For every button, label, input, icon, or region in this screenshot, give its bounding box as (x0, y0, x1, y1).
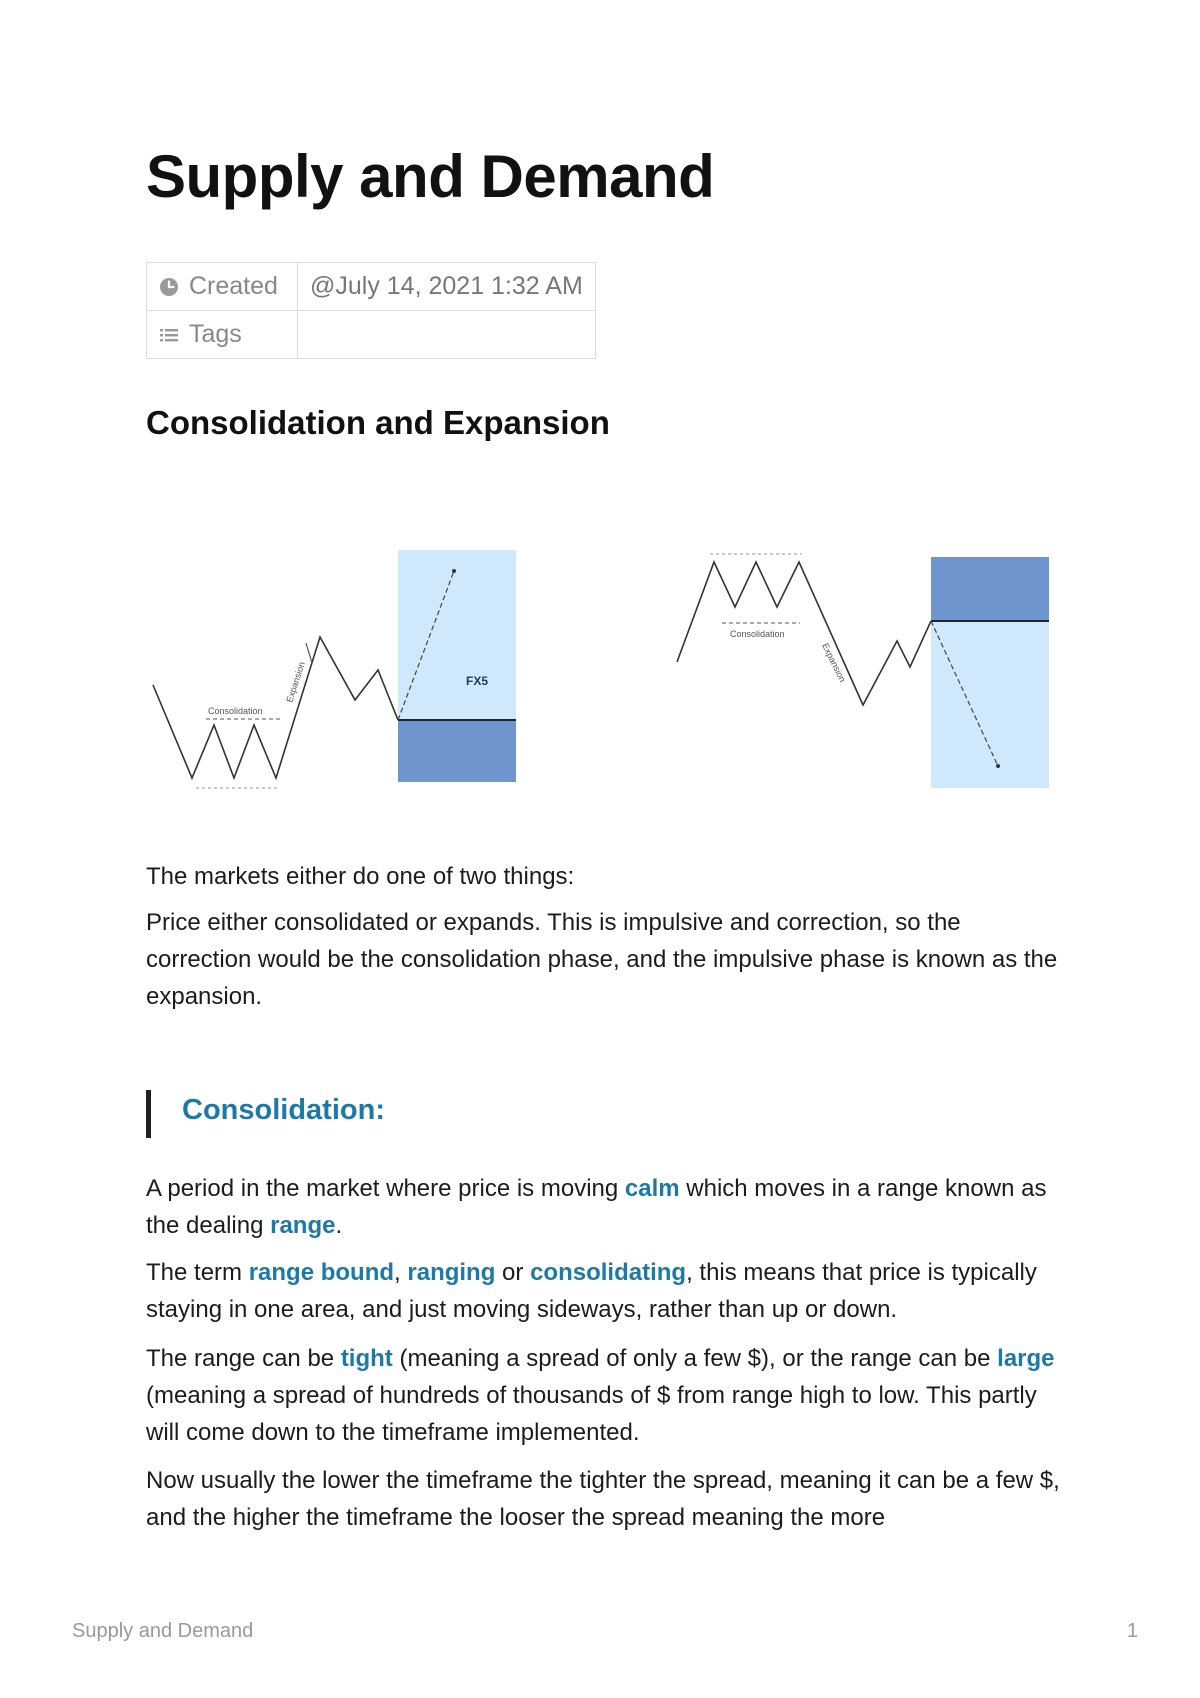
created-date-value[interactable]: @July 14, 2021 1:32 AM (298, 263, 596, 311)
text-run: or (495, 1259, 531, 1286)
property-row-tags (147, 311, 596, 359)
highlight-large: large (997, 1345, 1055, 1372)
highlight-range-bound: range bound (248, 1259, 395, 1286)
section-heading: Consolidation and Expansion (146, 404, 610, 441)
highlight-consolidating: consolidating (530, 1259, 687, 1286)
price-path (677, 562, 931, 705)
text-run: A period in the market where price is moving (146, 1175, 625, 1202)
page-title: Supply and Demand (146, 143, 715, 210)
supply-zone-dark (931, 557, 1049, 621)
text-run: , (394, 1259, 408, 1286)
expansion-arrow (306, 643, 312, 663)
property-row-created (147, 263, 596, 311)
highlight-tight: tight (340, 1345, 393, 1372)
highlight-ranging: ranging (407, 1259, 496, 1286)
footer-page-number: 1 (1126, 1620, 1138, 1642)
intro-paragraph-2: Price either consolidated or expands. This is impulsive and correction, so the correction would be the consolidation phase, and the impulsive phase is known as the expansion. (146, 909, 1058, 1010)
text-run: (meaning a spread of hundreds of thousands of $ from range high to low. This partly will come down to the timeframe implemented. (146, 1382, 1037, 1446)
intro-paragraph-1: The markets either do one of two things: (146, 863, 575, 890)
expansion-label: Expansion (284, 660, 307, 704)
demand-zone-light (398, 550, 516, 720)
property-key-created (147, 263, 298, 311)
text-run: The range can be (146, 1345, 341, 1372)
property-key-label: Created (189, 272, 278, 300)
list-icon (159, 325, 179, 345)
consolidation-label: Consolidation (208, 706, 263, 716)
text-run: The term (146, 1259, 249, 1286)
callout-heading: Consolidation: (182, 1094, 385, 1126)
footer-title: Supply and Demand (72, 1620, 254, 1642)
paragraph-tight-large (146, 1340, 1066, 1451)
projection-arrow-head (452, 569, 456, 573)
property-key-tags (147, 311, 298, 359)
price-path (153, 637, 398, 778)
text-run: . (335, 1212, 343, 1239)
demand-zone-dark (398, 720, 516, 782)
consolidation-label: Consolidation (730, 629, 785, 639)
text-run: which moves in a range known as the dealing (146, 1175, 1047, 1239)
paragraph-calm-range (146, 1170, 1066, 1244)
properties-table (146, 262, 596, 359)
highlight-calm: calm (624, 1175, 680, 1202)
projection-arrow-head (996, 764, 1000, 768)
callout-bar (146, 1090, 151, 1138)
expansion-label: Expansion (820, 641, 848, 684)
paragraph-timeframe: Now usually the lower the timeframe the tighter the spread, meaning it can be a few $, and the higher the timeframe the looser the spread meaning the more (146, 1467, 1060, 1531)
text-run: , this means that price is typically staying in one area, and just moving sideways, rather than up or down. (146, 1259, 1037, 1323)
clock-icon (159, 277, 179, 297)
highlight-range: range (270, 1212, 336, 1239)
consolidation-expansion-diagram-demand (150, 545, 530, 790)
paragraph-range-bound (146, 1254, 1066, 1328)
text-run: (meaning a spread of only a few $), or the range can be (392, 1345, 998, 1372)
property-key-label: Tags (189, 320, 242, 348)
fx5-mark: FX5 (466, 674, 489, 688)
tags-value[interactable] (298, 311, 596, 359)
consolidation-expansion-diagram-supply (672, 545, 1052, 790)
supply-zone-light (931, 621, 1049, 788)
